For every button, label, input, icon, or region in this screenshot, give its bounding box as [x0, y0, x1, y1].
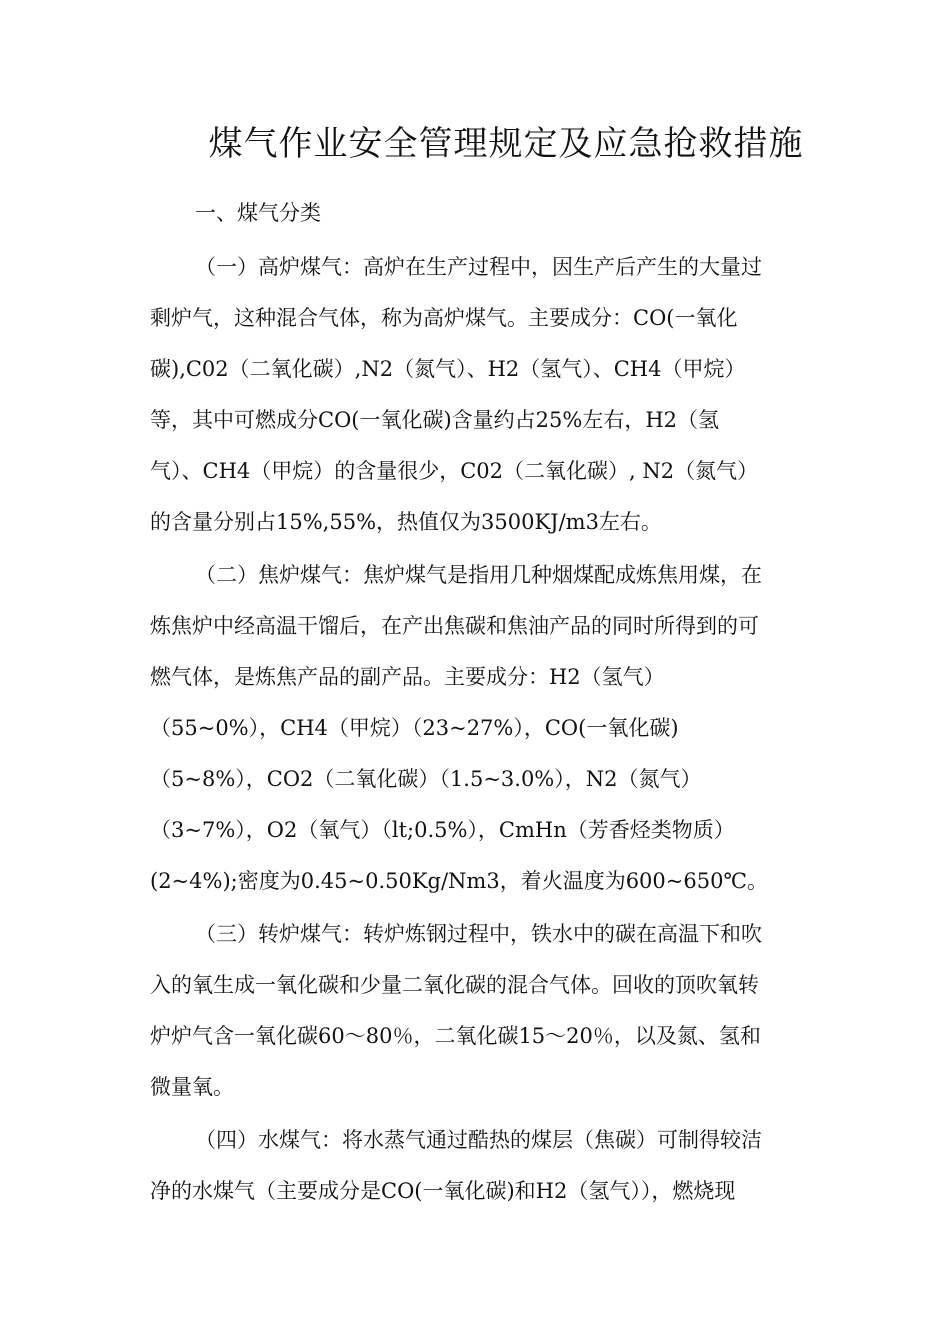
- section-heading-gas-classification: 一、煤气分类: [195, 201, 321, 225]
- paragraph-line: （二）焦炉煤气：焦炉煤气是指用几种烟煤配成炼焦用煤，在: [195, 563, 762, 587]
- paragraph-line: 燃气体，是炼焦产品的副产品。主要成分：H2（氢气）: [150, 665, 665, 689]
- paragraph-line: 剩炉气，这种混合气体，称为高炉煤气。主要成分：CO(一氧化: [150, 306, 738, 330]
- paragraph-line: (2~4%);密度为0.45~0.50Kg/Nm3，着火温度为600~650℃。: [150, 869, 768, 893]
- paragraph-line: 炼焦炉中经高温干馏后，在产出焦碳和焦油产品的同时所得到的可: [150, 614, 759, 638]
- paragraph-line: （四）水煤气：将水蒸气通过酷热的煤层（焦碳）可制得较洁: [195, 1128, 762, 1152]
- paragraph-line: 入的氧生成一氧化碳和少量二氧化碳的混合气体。回收的顶吹氧转: [150, 973, 759, 997]
- paragraph-line: 的含量分别占15%,55%，热值仅为3500KJ/m3左右。: [150, 510, 662, 534]
- paragraph-line: 等，其中可燃成分CO(一氧化碳)含量约占25%左右，H2（氢: [150, 408, 720, 432]
- paragraph-line: 微量氧。: [150, 1075, 234, 1099]
- paragraph-line: 炉炉气含一氧化碳60～80％，二氧化碳15～20％，以及氮、氢和: [150, 1024, 761, 1048]
- paragraph-line: 气）、CH4（甲烷）的含量很少，C02（二氧化碳）, N2（氮气）: [150, 459, 759, 483]
- paragraph-line: （三）转炉煤气：转炉炼钢过程中，铁水中的碳在高温下和吹: [195, 922, 762, 946]
- paragraph-line: （一）高炉煤气：高炉在生产过程中，因生产后产生的大量过: [195, 255, 762, 279]
- paragraph-line: （55~0%），CH4（甲烷）（23~27%），CO(一氧化碳): [150, 716, 679, 740]
- document-title: 煤气作业安全管理规定及应急抢救措施: [208, 124, 804, 164]
- paragraph-line: 净的水煤气（主要成分是CO(一氧化碳)和H2（氢气）），燃烧现: [150, 1179, 736, 1203]
- paragraph-line: （3~7%），O2（氧气）（lt;0.5%），CmHn（芳香烃类物质）: [150, 818, 735, 842]
- paragraph-line: （5~8%），CO2（二氧化碳）（1.5~3.0%），N2（氮气）: [150, 767, 702, 791]
- paragraph-line: 碳),C02（二氧化碳）,N2（氮气）、H2（氢气）、CH4（甲烷）: [150, 357, 746, 381]
